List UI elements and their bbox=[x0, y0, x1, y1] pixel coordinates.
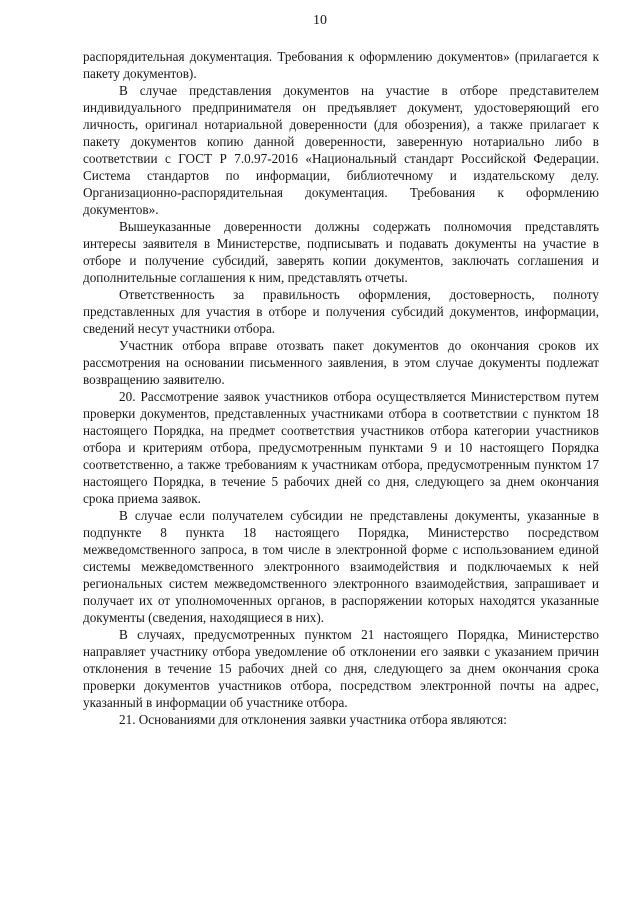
paragraph-9: 21. Основаниями для отклонения заявки участника отбора являются: bbox=[119, 712, 507, 727]
page-number: 10 bbox=[313, 13, 327, 28]
paragraph-6: 20. Рассмотрение заявок участников отбора осуществляется Министерством путем проверки документов, представленных участниками отбора в соответствии с пунктом 18 настоящего Порядка, на предмет соответствия участников отбора категории участников отбора и критериям отбора, предусмотренным пунктами 9 и 10 настоящего Порядка соответственно, а также требованиям к участникам отбора, предусмотренным пунктом 17 настоящего Порядка, в течение 5 рабочих дней со дня, следующего за днем окончания срока приема заявок. bbox=[83, 389, 599, 506]
paragraph-2: В случае представления документов на участие в отборе представителем индивидуального предпринимателя он предъявляет документ, удостоверяющий его личность, оригинал нотариальной доверенности (для обозрения), а также прилагает к пакету документов копию данной доверенности, заверенную нотариально либо в соответствии с ГОСТ Р 7.0.97-2016 «Национальный стандарт Российской Федерации. Система стандартов по информации, библиотечному и издательскому делу. Организационно-распорядительная документация. Требования к оформлению документов». bbox=[83, 83, 599, 217]
paragraph-8: В случаях, предусмотренных пунктом 21 настоящего Порядка, Министерство направляет участнику отбора уведомление об отклонении его заявки с указанием причин отклонения в течение 15 рабочих дней со дня, следующего за днем окончания срока проверки документов участников отбора, посредством электронной почты на адрес, указанный в информации об участнике отбора. bbox=[83, 627, 599, 710]
paragraph-4: Ответственность за правильность оформления, достоверность, полноту представленных для участия в отборе и получения субсидий документов, информации, сведений несут участники отбора. bbox=[83, 287, 599, 336]
paragraph-7: В случае если получателем субсидии не представлены документы, указанные в подпункте 8 пункта 18 настоящего Порядка, Министерство посредством межведомственного запроса, в том числе в электронной форме с использованием единой системы межведомственного электронного взаимодействия и подключаемых к ней региональных систем межведомственного электронного взаимодействия, запрашивает и получает их от уполномоченных органов, в распоряжении которых находятся указанные документы (сведения, находящиеся в них). bbox=[83, 508, 599, 625]
paragraph-1: распорядительная документация. Требования к оформлению документов» (прилагается к пакету документов). bbox=[83, 49, 599, 81]
paragraph-5: Участник отбора вправе отозвать пакет документов до окончания сроков их рассмотрения на основании письменного заявления, в этом случае документы подлежат возвращению заявителю. bbox=[83, 338, 599, 387]
paragraph-3: Вышеуказанные доверенности должны содержать полномочия представлять интересы заявителя в Министерстве, подписывать и подавать документы на участие в отборе и получение субсидий, заверять копии документов, заключать соглашения и дополнительные соглашения к ним, представлять отчеты. bbox=[83, 219, 599, 285]
document-body bbox=[83, 48, 599, 728]
